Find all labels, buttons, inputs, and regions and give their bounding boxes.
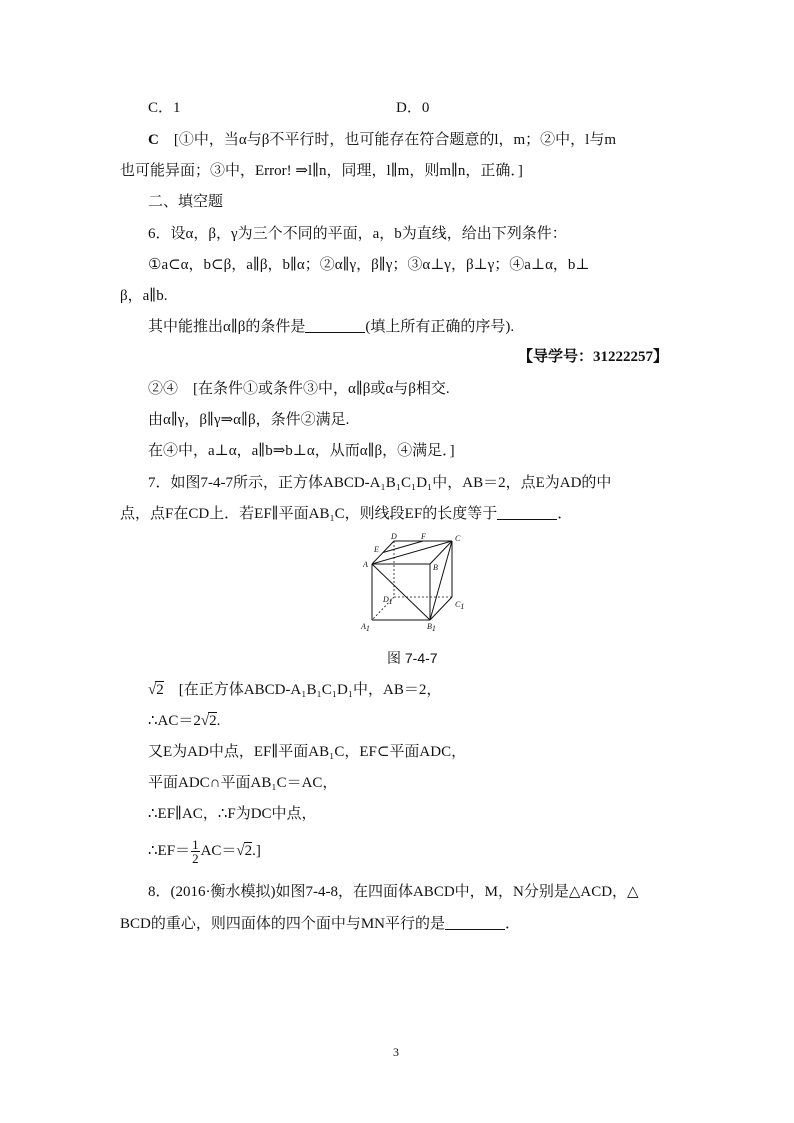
q7-answer-1-text: [在正方体ABCD-A₁B₁C₁D₁中，AB＝2， — [178, 682, 442, 698]
q7-answer-6-root: 2 — [244, 842, 253, 859]
q8-line2-end: ． — [505, 916, 521, 932]
q5-explanation-2: 也可能异面；③中，Error! ⇒l∥n，同理，l∥m，则m∥n，正确．] — [120, 163, 523, 179]
cube-figure — [354, 532, 472, 632]
q6-line3: β，a∥b. — [120, 288, 168, 304]
q5-explanation-1: [①中，当α与β不平行时，也可能存在符合题意的l，m；②中，l与m — [173, 132, 617, 148]
q6-line2: ①a⊂α，b⊂β，a∥β，b∥α；②α∥γ，β∥γ；③α⊥γ，β⊥γ；④a⊥α，b⊥ — [148, 257, 590, 273]
answer-root: 2 — [156, 682, 164, 698]
q7-answer-2: ∴AC＝2√2. — [148, 713, 221, 729]
q6-line4-hint: (填上所有正确的序号). — [365, 319, 515, 335]
line-ab1 — [372, 564, 430, 620]
q7-answer-2-root: 2 — [209, 713, 217, 729]
q7-line1: 7．如图7-4-7所示，正方体ABCD-A₁B₁C₁D₁中，AB＝2，点E为AD的中 — [148, 475, 612, 491]
label-f: F — [421, 532, 426, 541]
q7-answer-2-end: . — [216, 713, 221, 729]
q7-answer-6-text: ∴EF＝ — [148, 842, 191, 859]
q7-line2 — [120, 504, 572, 524]
q6-line4-text: 其中能推出α∥β的条件是 — [148, 319, 306, 335]
label-c: C — [455, 534, 461, 543]
option-c: C．1 — [148, 100, 181, 116]
q6-answer-3: 在④中，a⊥α，a∥b⇒b⊥α，从而α∥β，④满足．] — [148, 443, 455, 459]
q7-answer-2-text: ∴AC＝2 — [148, 713, 201, 729]
guide-number: 【导学号：31222257】 — [518, 349, 669, 365]
label-a: A — [363, 560, 368, 569]
option-d: D．0 — [396, 100, 430, 116]
answer-blank — [445, 915, 505, 930]
q5-answer-letter: C — [148, 132, 159, 148]
q6-answer-1: ②④ [在条件①或条件③中，α∥β或α与β相交. — [148, 381, 450, 397]
label-a1: A1 — [361, 622, 370, 632]
label-b1: B1 — [427, 622, 436, 632]
figure-caption: 图 7-4-7 — [387, 650, 438, 666]
page-number: 3 — [393, 1045, 399, 1059]
q8-line1: 8．(2016·衡水模拟)如图7-4-8，在四面体ABCD中，M，N分别是△ACD，△ — [148, 884, 639, 900]
q7-answer-1: √2 [在正方体ABCD-A₁B₁C₁D₁中，AB＝2， — [148, 682, 442, 698]
q7-answer-6: ∴EF＝ $\frac{1}{2}$ AC＝√2.] — [148, 837, 261, 866]
answer-blank — [305, 318, 365, 333]
q7-line2-end: ． — [557, 506, 573, 522]
label-c1: C1 — [455, 600, 465, 611]
fraction-denominator: 2 — [192, 851, 199, 866]
q6-line4 — [148, 317, 514, 337]
q5-answer-line1 — [148, 130, 616, 150]
q7-answer-3: 又E为AD中点，EF∥平面AB₁C，EF⊂平面ADC， — [148, 744, 467, 760]
label-b: B — [433, 563, 438, 572]
q6-answer-2: 由α∥γ，β∥γ⇒α∥β，条件②满足. — [148, 412, 350, 428]
section-heading: 二、填空题 — [148, 194, 224, 210]
fraction-numerator: 1 — [192, 837, 199, 852]
fraction-half — [191, 838, 200, 865]
q7-answer-6-mid: AC＝ — [200, 842, 237, 859]
q8-line2 — [120, 914, 520, 934]
q8-line2-text: BCD的重心，则四面体的四个面中与MN平行的是 — [120, 916, 446, 932]
q6-line1: 6．设α，β，γ为三个不同的平面，a，b为直线，给出下列条件： — [148, 226, 567, 242]
label-d: D — [391, 532, 397, 541]
label-e: E — [374, 545, 379, 554]
q7-answer-4: 平面ADC∩平面AB₁C＝AC， — [148, 775, 338, 791]
q7-answer-6-end: .] — [252, 842, 261, 859]
label-d1: D1 — [383, 595, 393, 606]
q7-line2-text: 点，点F在CD上．若EF∥平面AB₁C，则线段EF的长度等于 — [120, 506, 498, 522]
q7-answer-5: ∴EF∥AC，∴F为DC中点， — [148, 806, 317, 822]
answer-blank — [497, 505, 557, 520]
